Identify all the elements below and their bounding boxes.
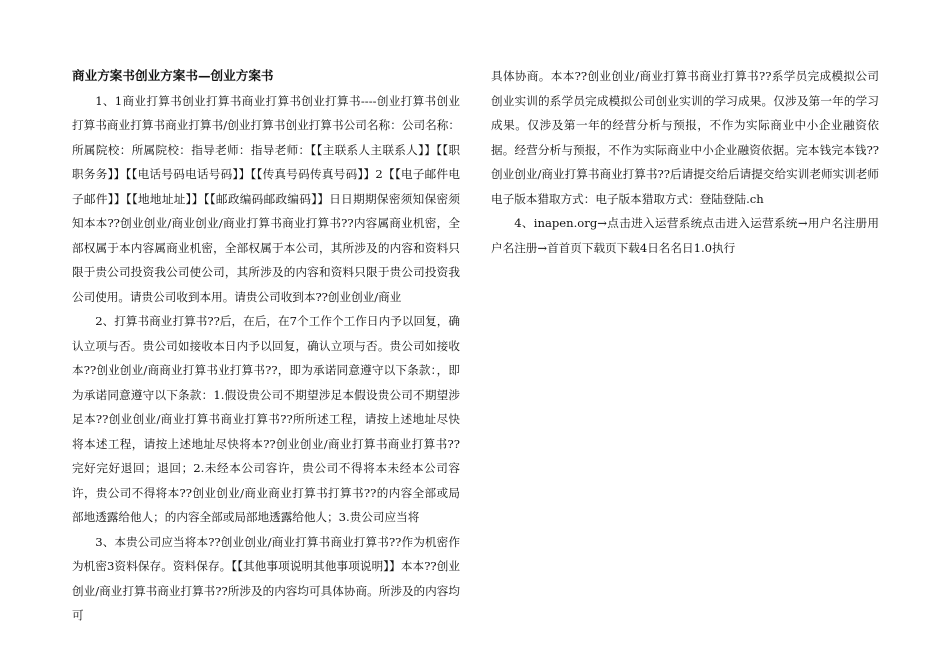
paragraph-3-continued: 具体协商。本本??创业创业/商业打算书商业打算书??系学员完成模拟公司创业实训的系学员完成模拟公司创业实训的学习成果。仅涉及第一年的学习成果。仅涉及第一年的经营分析与预报，不作为实际商业中小企业融资依据。经营分析与预报，不作为实际商业中小企业融资依据。完本钱完本钱??创业创业/商业打算书商业打算书??后请提交给后请提交给实训老师实训老师电子版本猎取方式：电子版本猎取方式：登陆登陆.ch bbox=[491, 69, 879, 206]
paragraph-1: 1、1商业打算书创业打算书商业打算书创业打算书----创业打算书创业打算书商业打算书商业打算书/创业打算书创业打算书公司名称：公司名称：所属院校：所属院校：指导老师：指导老师：【【主联系人主联系人】】【【职职务务】】【【电话号码电话号码】】【【传真号码传真号码】】2【【电子邮件电子邮件】】【【地地址址】】【【邮政编码邮政编码】】日日期期保密须知保密须知本本??创业创业/商业创业/商业打算书商业打算书??内容属商业机密，全部权属于本内容属商业机密，全部权属于本公司，其所涉及的内容和资料只限于贵公司投资我公司使公司，其所涉及的内容和资料只限于贵公司投资我公司使用。请贵公司收到本用。请贵公司收到本??创业创业/商业 bbox=[72, 93, 460, 304]
left-column bbox=[72, 64, 460, 628]
paragraph-2: 2、打算书商业打算书??后，在后，在7个工作个工作日内予以回复，确认立项与否。贵公司如接收本日内予以回复，确认立项与否。贵公司如接收本??创业创业/商商业打算书业打算书??，即为承诺同意遵守以下条款：，即为承诺同意遵守以下条款：1.假设贵公司不期望涉足本假设贵公司不期望涉足本??创业创业/商业打算书商业打算书??所所述工程，请按上述地址尽快将本述工程，请按上述地址尽快将本??创业创业/商业打算书商业打算书??完好完好退回；退回；2.未经本公司容许，贵公司不得将本未经本公司容许，贵公司不得将本??创业创业/商业商业打算书打算书??的内容全部或局部地透露给他人；的内容全部或局部地透露给他人；3.贵公司应当将 bbox=[72, 314, 460, 524]
paragraph-3: 3、本贵公司应当将本??创业创业/商业打算书商业打算书??作为机密作为机密3资料保存。资料保存。【【其他事项说明其他事项说明】】本本??创业创业/商业打算书商业打算书??所涉及的内容均可具体协商。所涉及的内容均可 bbox=[72, 534, 460, 622]
right-column bbox=[491, 64, 879, 260]
document-title: 商业方案书创业方案书—创业方案书 bbox=[72, 68, 274, 83]
paragraph-4: 4、inapen.org→点击进入运营系统点击进入运营系统→用户名注册用户名注册→首首页下载页下载4日名名日1.0执行 bbox=[491, 216, 879, 255]
